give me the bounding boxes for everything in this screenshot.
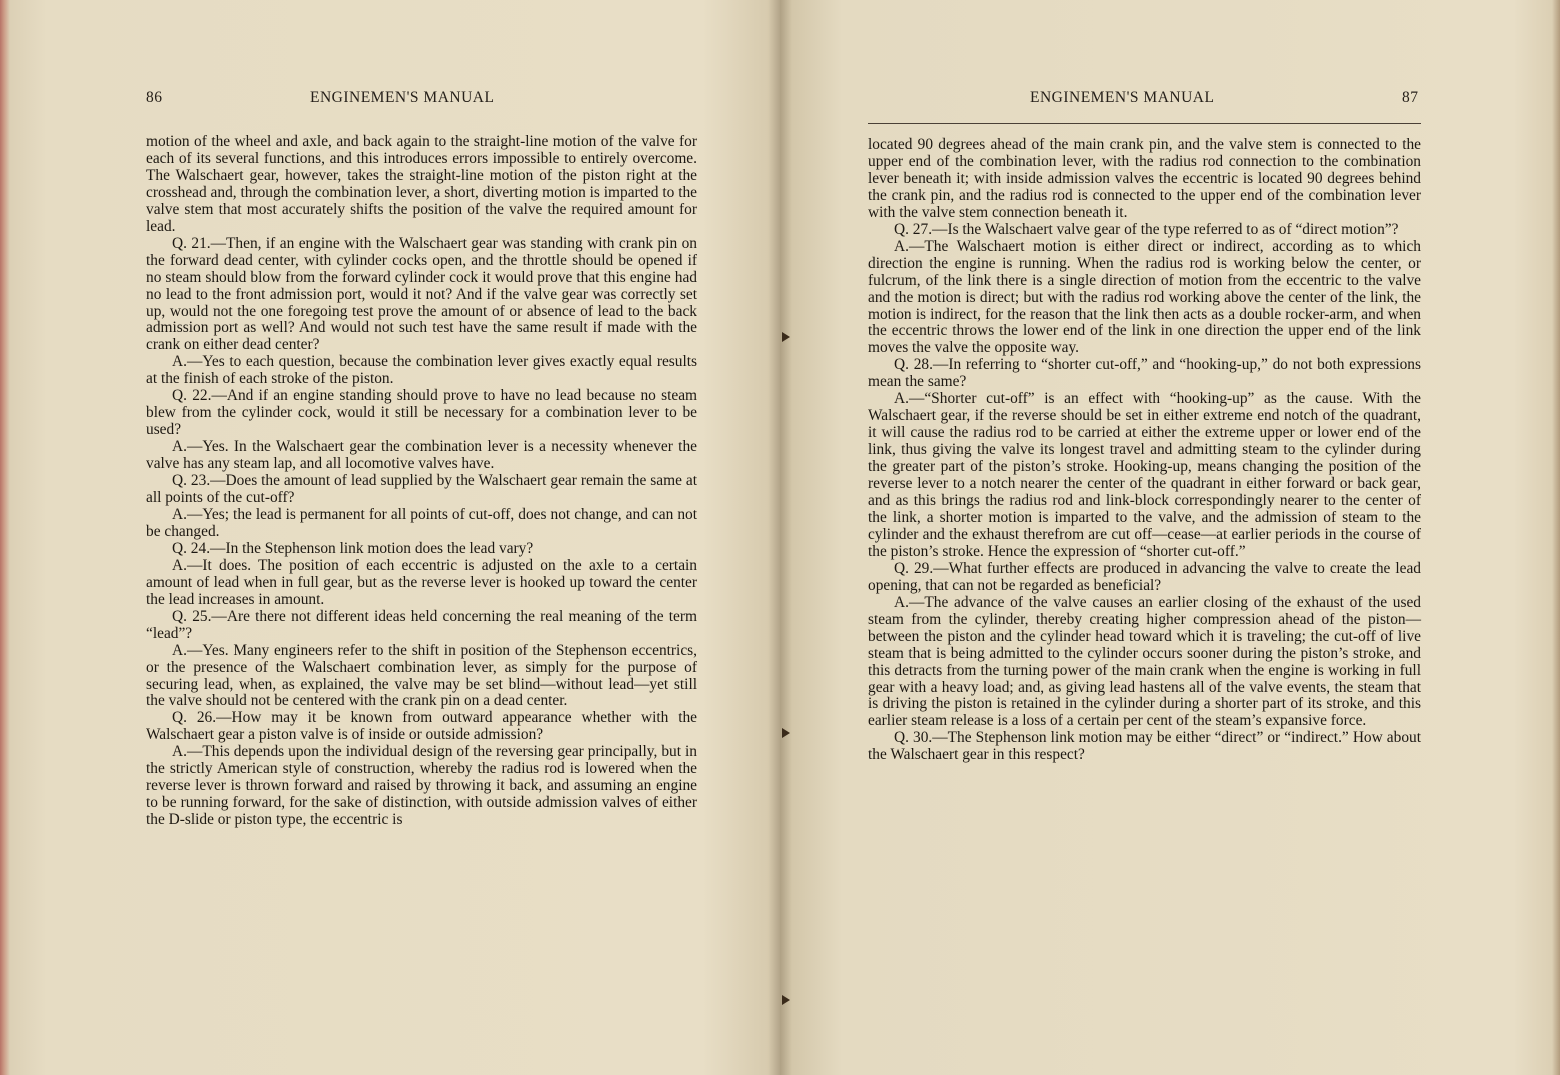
- answer-paragraph: A.—Yes to each question, because the combination lever gives exactly equal results at the finish of each stroke of the piston.: [146, 353, 697, 388]
- running-head: ENGINEMEN'S MANUAL: [1030, 89, 1215, 106]
- answer-paragraph: A.—This depends upon the individual design of the reversing gear principally, but in the strictly American style of construction, whereby the radius rod is lowered when the reverse lever is thrown forward and raised by throwing it back, and assuming an engine to be running forward, for the sake of distinction, with outside admission valves of either the D-slide or piston type, the eccentric is: [146, 743, 697, 829]
- binding-mark: [782, 332, 790, 342]
- continued-paragraph: motion of the wheel and axle, and back again to the straight-line motion of the valve for each of its several functions, and this introduces errors impossible to entirely overcome. The Walschaert gear, however, takes the straight-line motion of the piston right at the crosshead and, through the combination lever, a short, diverting motion is imparted to the valve stem that most accurately shifts the position of the valve the required amount for lead.: [146, 133, 697, 235]
- continued-paragraph: located 90 degrees ahead of the main crank pin, and the valve stem is connected to the upper end of the combination lever, with the radius rod connection to the combination lever beneath it; with inside admission valves the eccentric is located 90 degrees behind the crank pin, and the radius rod is connected to the upper end of the combination lever with the valve stem connection beneath it.: [868, 136, 1421, 221]
- answer-paragraph: A.—Yes. In the Walschaert gear the combination lever is a necessity whenever the valve has any steam lap, and all locomotive valves have.: [146, 438, 697, 473]
- answer-paragraph: A.—It does. The position of each eccentric is adjusted on the axle to a certain amount of lead when in full gear, but as the reverse lever is hooked up toward the center the lead increases in amount.: [146, 556, 697, 608]
- book-gutter: [768, 0, 792, 1075]
- page-number: 86: [146, 89, 163, 106]
- question-paragraph: Q. 23.—Does the amount of lead supplied by the Walschaert gear remain the same at all points of the cut-off?: [146, 472, 697, 507]
- page-edge: [1552, 0, 1560, 1075]
- page-edge: [0, 0, 10, 1075]
- question-paragraph: Q. 25.—Are there not different ideas held concerning the real meaning of the term “lead”?: [146, 607, 697, 642]
- header-rule: [868, 123, 1421, 124]
- page-number: 87: [1402, 89, 1419, 106]
- binding-mark: [782, 728, 790, 738]
- answer-paragraph: A.—The advance of the valve causes an earlier closing of the exhaust of the used steam from the cylinder, thereby creating higher compression ahead of the piston—between the piston and the cylinder head toward which it is traveling; the cut-off of live steam that is being admitted to the cylinder occurs sooner during the piston’s stroke, and this detracts from the turning power of the main crank when the engine is working in full gear with a heavy load; and, as giving lead hastens all of the valve events, the steam that is driving the piston is retained in the cylinder during a shorter part of its stroke, and this earlier steam release is a loss of a certain per cent of the steam’s expansive force.: [868, 593, 1421, 730]
- answer-paragraph: A.—“Shorter cut-off” is an effect with “hooking-up” as the cause. With the Walschaert gear, if the reverse should be set in either extreme end notch of the quadrant, it will cause the radius rod to be carried at either the extreme upper or lower end of the link, thus giving the valve its longest travel and admitting steam to the cylinder during the greater part of the piston’s stroke. Hooking-up, means changing the position of the reverse lever to a notch nearer the center of the quadrant in either forward or back gear, and as this brings the radius rod and link-block correspondingly nearer to the center of the link, a shorter motion is imparted to the valve, and the admission of steam to the cylinder and the exhaust therefrom are cut off—cease—at earlier periods in the course of the piston’s stroke. Hence the expression of “shorter cut-off.”: [868, 390, 1421, 560]
- answer-paragraph: A.—The Walschaert motion is either direct or indirect, according as to which direction the engine is running. When the radius rod is working below the center, or fulcrum, of the link there is a single direction of motion from the eccentric to the valve and the motion is direct; but with the radius rod working above the center of the link, the motion is indirect, for the reason that the link then acts as a double rocker-arm, and when the eccentric throws the lower end of the link in one direction the upper end of the link moves the valve the opposite way.: [868, 237, 1421, 357]
- left-page-body: [146, 134, 697, 829]
- question-paragraph: Q. 22.—And if an engine standing should prove to have no lead because no steam blew from the cylinder cock, would it still be necessary for a combination lever to be used?: [146, 387, 697, 439]
- question-paragraph: Q. 30.—The Stephenson link motion may be either “direct” or “indirect.” How about the Walschaert gear in this respect?: [868, 729, 1421, 764]
- question-paragraph: Q. 27.—Is the Walschaert valve gear of the type referred to as of “direct motion”?: [894, 220, 1399, 238]
- right-page: [780, 0, 1560, 1075]
- question-paragraph: Q. 26.—How may it be known from outward appearance whether with the Walschaert gear a piston valve is of inside or outside admission?: [146, 709, 697, 744]
- answer-paragraph: A.—Yes; the lead is permanent for all points of cut-off, does not change, and can not be changed.: [146, 505, 697, 540]
- answer-paragraph: A.—Yes. Many engineers refer to the shift in position of the Stephenson eccentrics, or the presence of the Walschaert combination lever, as simply for the purpose of securing lead, when, as explained, the valve may be set blind—without lead—yet still the valve should not be centered with the crank pin on a dead center.: [146, 641, 697, 710]
- binding-mark: [782, 995, 790, 1005]
- question-paragraph: Q. 24.—In the Stephenson link motion does the lead vary?: [172, 539, 534, 557]
- question-paragraph: Q. 29.—What further effects are produced in advancing the valve to create the lead opening, that can not be regarded as beneficial?: [868, 559, 1421, 594]
- right-page-body: [868, 137, 1421, 764]
- question-paragraph: Q. 28.—In referring to “shorter cut-off,” and “hooking-up,” do not both expressions mean the same?: [868, 356, 1421, 391]
- question-paragraph: Q. 21.—Then, if an engine with the Walschaert gear was standing with crank pin on the forward dead center, with cylinder cocks open, and the throttle should be opened if no steam should blow from the forward cylinder cock it would prove that this engine had no lead to the front admission port, would it not? And if the valve gear was correctly set up, would not the one foregoing test prove the amount of or absence of lead to the back admission port as well? And would not such test have the same result if made with the crank on either dead center?: [146, 234, 697, 354]
- running-head: ENGINEMEN'S MANUAL: [310, 89, 495, 106]
